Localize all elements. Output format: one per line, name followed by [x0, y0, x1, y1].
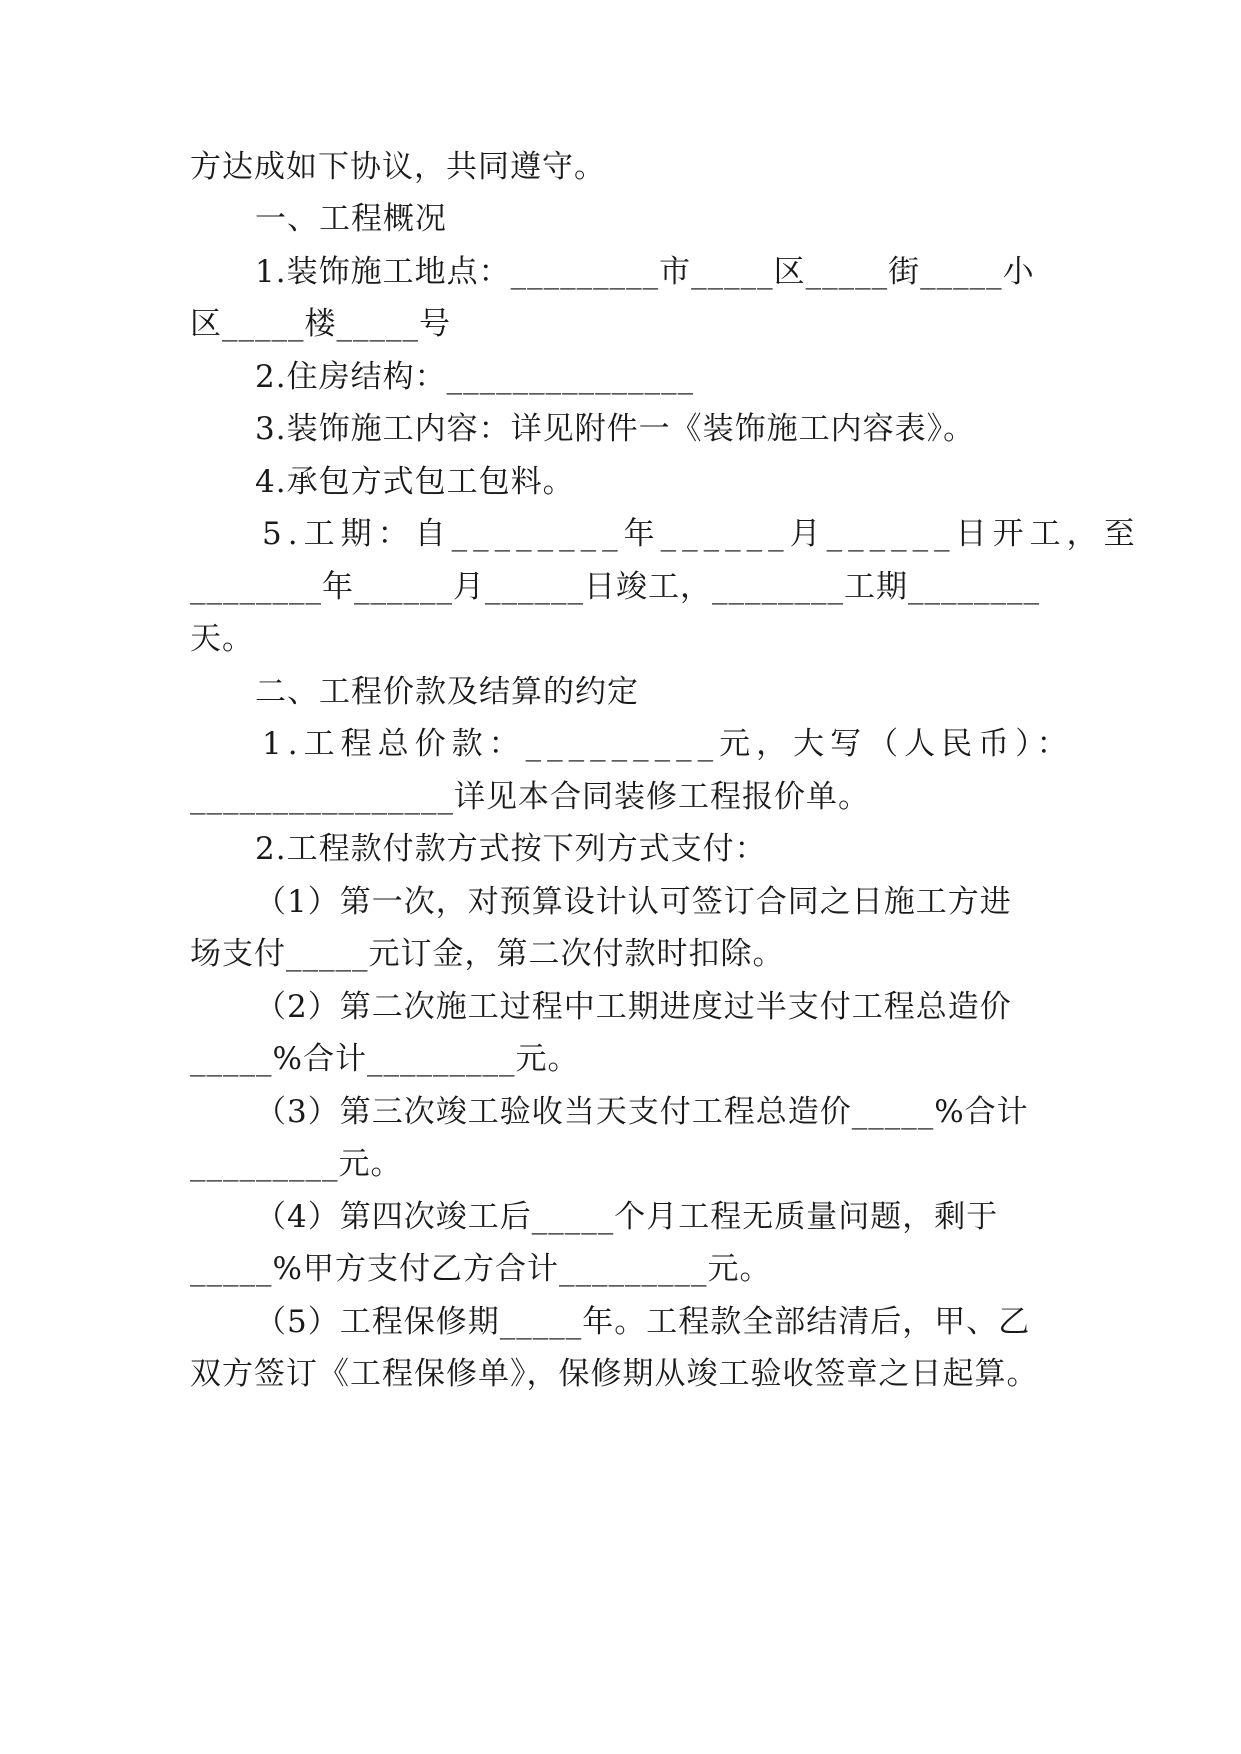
payment-item-2-cont: _____%合计_________元。 [190, 1041, 580, 1077]
section-heading-2: 二、工程价款及结算的约定 [255, 674, 639, 710]
payment-item-5: （5）工程保修期_____年。工程款全部结清后，甲、乙 [255, 1304, 1031, 1340]
clause-2-1-cont: ________________详见本合同装修工程报价单。 [190, 779, 870, 815]
payment-item-3: （3）第三次竣工验收当天支付工程总造价_____%合计 [255, 1094, 1029, 1130]
clause-1-1: 1.装饰施工地点：_________市_____区_____街_____小 [255, 254, 1035, 290]
payment-item-4: （4）第四次竣工后_____个月工程无质量问题，剩于 [255, 1199, 999, 1235]
payment-item-2: （2）第二次施工过程中工期进度过半支付工程总造价 [255, 989, 1012, 1025]
section-heading-1: 一、工程概况 [255, 201, 447, 237]
clause-1-3: 3.装饰施工内容：详见附件一《装饰施工内容表》。 [255, 411, 976, 447]
clause-1-2: 2.住房结构：_______________ [255, 359, 695, 395]
clause-1-1-cont: 区_____楼_____号 [190, 306, 451, 342]
payment-item-3-cont: _________元。 [190, 1146, 403, 1182]
clause-1-5: 5.工期：自________年______月______日开工，至 [262, 516, 1141, 552]
payment-item-1: （1）第一次，对预算设计认可签订合同之日施工方进 [255, 884, 1012, 920]
clause-1-5-cont: ________年______月______日竣工，________工期________ [190, 569, 1040, 605]
payment-item-5-cont: 双方签订《工程保修单》，保修期从竣工验收签章之日起算。 [190, 1356, 1039, 1392]
clause-1-4: 4.承包方式包工包料。 [255, 464, 575, 500]
payment-item-1-cont: 场支付_____元订金，第二次付款时扣除。 [190, 936, 785, 972]
clause-2-2: 2.工程款付款方式按下列方式支付： [255, 831, 767, 867]
clause-1-5-end: 天。 [190, 621, 254, 657]
payment-item-4-cont: _____%甲方支付乙方合计_________元。 [190, 1251, 772, 1287]
paragraph-line-1: 方达成如下协议，共同遵守。 [190, 149, 606, 185]
clause-2-1: 1.工程总价款：_________元，大写（人民币）： [262, 726, 1074, 762]
